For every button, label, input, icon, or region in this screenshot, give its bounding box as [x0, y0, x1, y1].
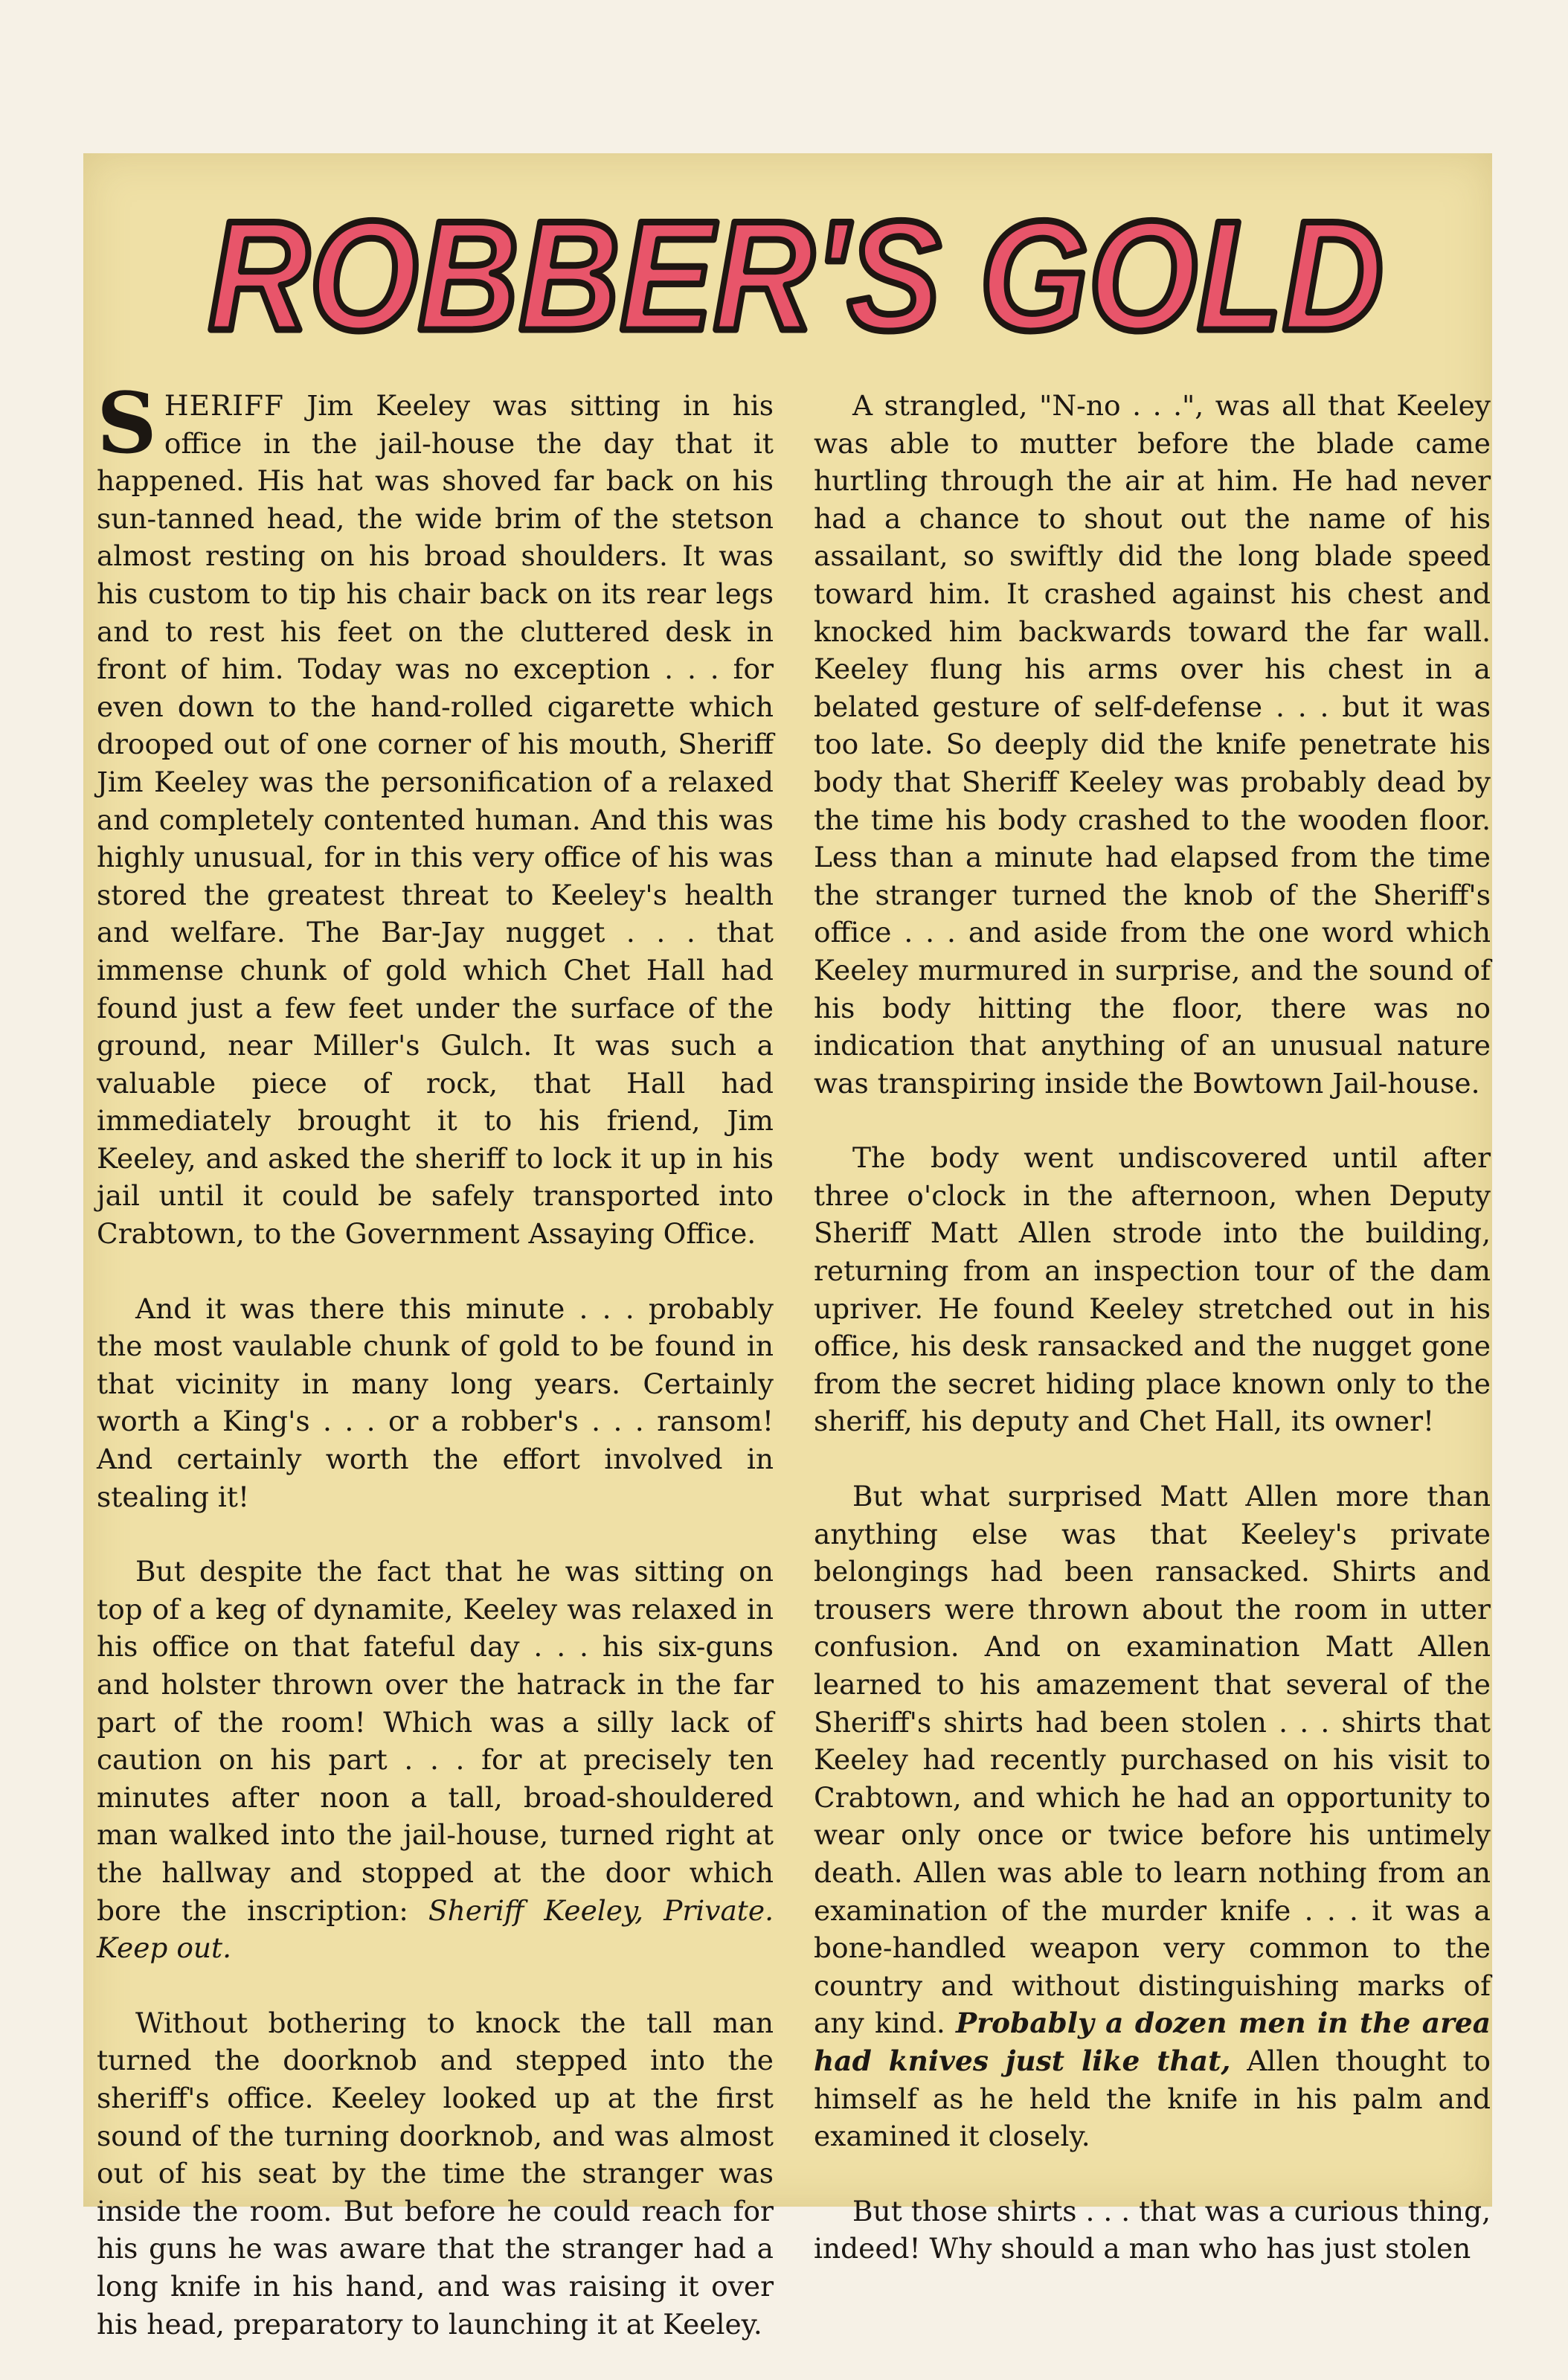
paragraph-text: But despite the fact that he was sitting on top of a keg of dynamite, Keeley was relaxed in his office on that fateful day . . . his six-guns and holster thrown over the hatrack in the far part of the room! Which was a silly lack of caution on his part . . . for at precisely ten minutes after noon a tall, broad-shouldered man walked into the jail-house, turned right at the hallway and stopped at the door which bore the inscription:: [97, 1555, 774, 1927]
door-inscription: Sheriff Keeley, Private. Keep out.: [97, 1893, 774, 1965]
paragraph-text: Jim Keeley was sitting in his office in the jail-house the day that it happened. His hat was shoved far back on his sun-tanned head, the wide brim of the stetson almost resting on his broad shoulders. It was his custom to tip his chair back on its rear legs and to rest his feet on the cluttered desk in front of him. Today was no exception . . . for even down to the hand-rolled cigarette which drooped out of one corner of his mouth, Sheriff Jim Keeley was the personification of a relaxed and completely contented human. And this was highly unusual, for in this very office of his was stored the greatest threat to Keeley's health and welfare. The Bar-Jay nugget . . . that immense chunk of gold which Chet Hall had found just a few feet under the surface of the ground, near Miller's Gulch. It was such a valuable piece of rock, that Hall had immediately brought it to his friend, Jim Keeley, and asked the sheriff to lock it up in his jail until it could be safely transported into Crabtown, to the Government Assaying Office.: [97, 389, 774, 1251]
right-paragraph-2: The body went undiscovered until after three o'clock in the afternoon, when Deputy Sheriff Matt Allen strode into the building, returning from an inspection tour of the dam upriver. He found Keeley stretched out in his office, his desk ransacked and the nugget gone from the secret hiding place known only to the sheriff, his deputy and Chet Hall, its owner!: [814, 1141, 1491, 1438]
right-paragraph-1: A strangled, "N-no . . .", was all that Keeley was able to mutter before the blade came hurtling through the air at him. He had never had a chance to shout out the name of his assailant, so swiftly did the long blade speed toward him. It crashed against his chest and knocked him backwards toward the far wall. Keeley flung his arms over his chest in a belated gesture of self-defense . . . but it was too late. So deeply did the knife penetrate his body that Sheriff Keeley was probably dead by the time his body crashed to the wooden floor. Less than a minute had elapsed from the time the stranger turned the knob of the Sheriff's office . . . and aside from the one word which Keeley murmured in surprise, and the sound of his body hitting the floor, there was no indication that anything of an unusual nature was transpiring inside the Bowtown Jail-house.: [814, 389, 1491, 1100]
left-column: [97, 375, 774, 2380]
left-paragraph-4: Without bothering to knock the tall man turned the doorknob and stepped into the sheriff's office. Keeley looked up at the first sound of the turning doorknob, and was almost out of his seat by the time the stranger was inside the room. But before he could reach for his guns he was aware that the stranger had a long knife in his hand, and was raising it over his head, preparatory to launching it at Keeley.: [97, 2006, 774, 2341]
title-lettering: [186, 177, 1406, 371]
paragraph-text: But what surprised Matt Allen more than anything else was that Keeley's private belongings had been ransacked. Shirts and trousers were thrown about the room in utter confusion. And on examination Matt Allen learned to his amazement that several of the Sheriff's shirts had been stolen . . . shirts that Keeley had recently purchased on his visit to Crabtown, and which he had an opportunity to wear only once or twice before his untimely death. Allen was able to learn nothing from an examination of the murder knife . . . it was a bone-handled weapon very common to the country and without distinguishing marks of any kind.: [814, 1480, 1491, 2040]
paragraph-text-tail: Allen thought to himself as he held the knife in his palm and examined it closely.: [814, 2044, 1491, 2153]
right-paragraph-3: [814, 1478, 1491, 2155]
left-paragraph-1: [97, 375, 774, 1253]
lead-word: HERIFF: [164, 389, 285, 422]
drop-cap: S: [97, 375, 157, 472]
left-paragraph-2: And it was there this minute . . . probably the most vaulable chunk of gold to be found in that vicinity in many long years. Certainly worth a King's . . . or a robber's . . . ransom! And certainly worth the effort involved in stealing it!: [97, 1292, 774, 1513]
right-column: [814, 387, 1491, 2305]
left-paragraph-3: [97, 1553, 774, 1967]
right-paragraph-4: But those shirts . . . that was a curious thing, indeed! Why should a man who has just stolen: [814, 2194, 1491, 2265]
story-title: ROBBER'S GOLD: [208, 188, 1384, 363]
inner-thought: Probably a dozen men in the area had knives just like that,: [814, 2007, 1491, 2077]
story-title-logo: [186, 177, 1406, 371]
